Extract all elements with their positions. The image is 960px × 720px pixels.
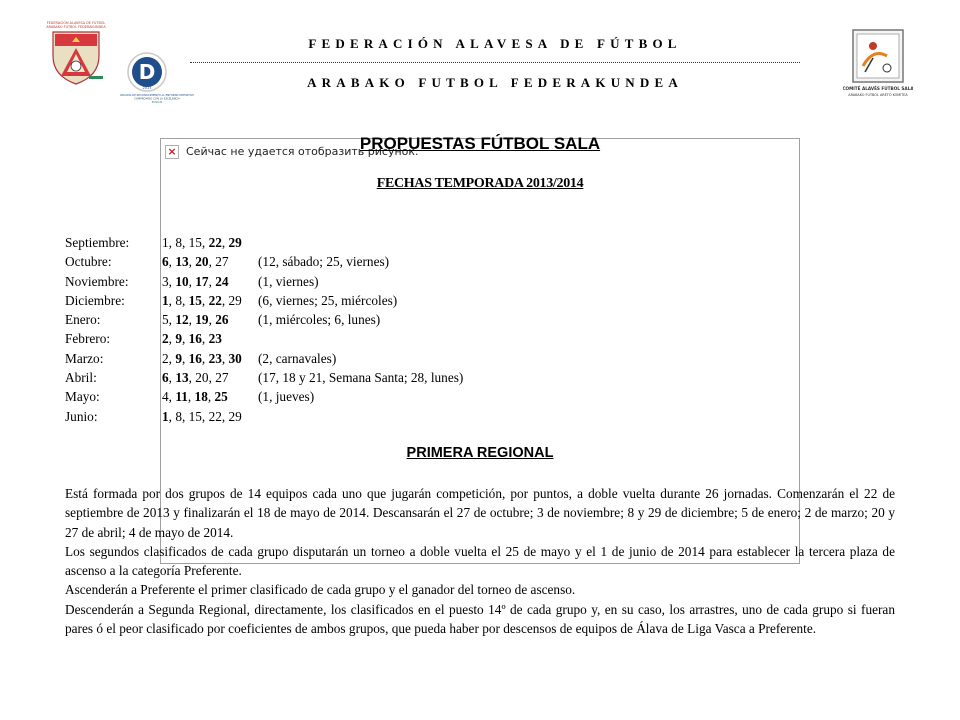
svg-text:DIPLOMA DE RECONOCIMIENTO AL E: DIPLOMA DE RECONOCIMIENTO AL ENTORNO DEPORTIVO [120, 94, 194, 97]
calendar-date: 9 [175, 350, 182, 366]
federation-logo-caption: FEDERACIÓN ALAVESA DE FÚTBOL [46, 21, 106, 25]
calendar-row [65, 310, 463, 329]
calendar-date: 1 [162, 292, 169, 308]
calendar-dates: 6, 13, 20, 27 [162, 370, 229, 386]
calendar-date: 13 [175, 254, 189, 270]
svg-text:EUSKADI: EUSKADI [151, 101, 163, 104]
federation-logo [45, 18, 107, 88]
futsal-committee-logo [843, 28, 913, 100]
calendar-date: 8 [175, 292, 182, 308]
primera-regional-text [65, 484, 895, 638]
header-title-es: FEDERACIÓN ALAVESA DE FÚTBOL [308, 36, 682, 51]
season-title: FECHAS TEMPORADA 2013/2014 [376, 176, 584, 191]
calendar-date: 16 [188, 350, 202, 366]
calendar-row [65, 272, 463, 291]
section-title-primera-regional: PRIMERA REGIONAL [406, 445, 554, 461]
calendar-row [65, 291, 463, 310]
svg-text:2013: 2013 [142, 86, 152, 90]
calendar-note: (1, viernes) [258, 273, 319, 289]
svg-text:ARABAKO FUTBOL ARETO KOMITEA: ARABAKO FUTBOL ARETO KOMITEA [848, 93, 908, 97]
calendar-date: 16 [188, 331, 202, 347]
calendar-date: 22 [208, 408, 222, 424]
calendar-month: Septiembre: [65, 235, 130, 250]
svg-text:COMPROMISO CON LA EXCELENCIA: COMPROMISO CON LA EXCELENCIA [134, 97, 180, 101]
calendar-note: (17, 18 y 21, Semana Santa; 28, lunes) [258, 370, 464, 386]
calendar-date: 22 [208, 235, 222, 250]
calendar-date: 29 [228, 235, 242, 250]
calendar-date: 20 [195, 254, 209, 270]
excellence-d-logo [120, 50, 194, 104]
calendar-date: 10 [175, 273, 189, 289]
svg-text:COMITÉ ALAVÉS FÚTBOL SALA: COMITÉ ALAVÉS FÚTBOL SALA [843, 86, 913, 91]
calendar-date: 29 [228, 408, 242, 424]
calendar-date: 9 [175, 331, 182, 347]
broken-image-icon: × [165, 145, 179, 159]
calendar-row [65, 407, 463, 426]
calendar-note: (1, jueves) [258, 389, 315, 405]
calendar-date: 5 [162, 312, 169, 328]
season-calendar [65, 233, 463, 426]
calendar-date: 15 [188, 235, 202, 250]
calendar-month: Mayo: [65, 389, 100, 405]
calendar-date: 2 [162, 350, 169, 366]
calendar-dates: 5, 12, 19, 26 [162, 312, 229, 328]
calendar-row [65, 349, 463, 368]
calendar-row [65, 329, 463, 348]
calendar-dates: 2, 9, 16, 23, 30 [162, 350, 242, 366]
paragraph: Ascenderán a Preferente el primer clasificado de cada grupo y el ganador del torneo de ascenso. [65, 582, 576, 598]
calendar-dates: 1, 8, 15, 22, 29 [162, 408, 242, 424]
calendar-dates: 2, 9, 16, 23 [162, 331, 222, 347]
svg-text:ARABAKO FUTBOL FEDERAKUNDEA: ARABAKO FUTBOL FEDERAKUNDEA [46, 25, 106, 29]
calendar-row [65, 387, 463, 406]
calendar-dates: 1, 8, 15, 22, 29 [162, 292, 242, 308]
calendar-date: 26 [215, 312, 229, 328]
calendar-date: 2 [162, 331, 169, 347]
calendar-date: 3 [162, 273, 169, 289]
calendar-date: 20 [195, 370, 209, 386]
calendar-date: 17 [195, 273, 209, 289]
broken-image-message: Сейчас не удается отобразить рисунок. [186, 145, 419, 158]
calendar-note: (6, viernes; 25, miércoles) [258, 292, 398, 308]
calendar-date: 30 [228, 350, 242, 366]
paragraph: Descenderán a Segunda Regional, directamente, los clasificados en el puesto 14º de cada grupo y, en su caso, los arrastres, uno de cada grupo si fueran pares ó el peor clasificado por coeficientes de ambos grupos, que pueda haber por descensos de equipos de Álava de Liga Vasca a Preferente. [65, 601, 895, 637]
calendar-month: Enero: [65, 312, 101, 328]
calendar-date: 6 [162, 254, 169, 270]
calendar-date: 19 [195, 312, 209, 328]
calendar-date: 11 [175, 389, 188, 405]
calendar-note: (12, sábado; 25, viernes) [258, 254, 390, 270]
calendar-month: Junio: [65, 408, 98, 424]
calendar-row [65, 368, 463, 387]
calendar-dates: 4, 11, 18, 25 [162, 389, 228, 405]
calendar-date: 23 [208, 331, 222, 347]
calendar-date: 12 [175, 312, 189, 328]
calendar-dates: 1, 8, 15, 22, 29 [162, 235, 242, 250]
calendar-note: (2, carnavales) [258, 350, 337, 366]
calendar-month: Abril: [65, 370, 97, 386]
calendar-row [65, 252, 463, 271]
calendar-date: 29 [228, 292, 242, 308]
calendar-month: Febrero: [65, 331, 111, 347]
calendar-date: 27 [215, 254, 229, 270]
page-title: PROPUESTAS FÚTBOL SALA [359, 134, 601, 153]
calendar-date: 23 [208, 350, 222, 366]
calendar-date: 27 [215, 370, 229, 386]
calendar-row [65, 233, 463, 252]
calendar-dates: 3, 10, 17, 24 [162, 273, 229, 289]
calendar-month: Octubre: [65, 254, 112, 270]
calendar-month: Marzo: [65, 350, 104, 366]
calendar-date: 22 [208, 292, 222, 308]
header-divider [190, 62, 800, 63]
calendar-date: 25 [214, 389, 228, 405]
calendar-date: 1 [162, 408, 169, 424]
header-title-eu: ARABAKO FUTBOL FEDERAKUNDEA [307, 75, 683, 90]
calendar-date: 4 [162, 389, 169, 405]
calendar-month: Diciembre: [65, 292, 125, 308]
calendar-note: (1, miércoles; 6, lunes) [258, 312, 381, 328]
calendar-date: 15 [188, 408, 202, 424]
paragraph: Está formada por dos grupos de 14 equipos cada uno que jugarán competición, por puntos, a doble vuelta durante 26 jornadas. Comenzarán el 22 de septiembre de 2013 y finalizarán el 18 de mayo de 2014. Descansarán el 27 de octubre; 3 de noviembre; 8 y 29 de diciembre; 5 de enero; 2 de marzo; 20 y 27 de abril; 4 de mayo de 2014. [65, 486, 895, 540]
calendar-date: 8 [175, 408, 182, 424]
calendar-date: 18 [194, 389, 208, 405]
calendar-date: 13 [175, 370, 189, 386]
svg-text:D: D [138, 60, 156, 84]
calendar-date: 8 [175, 235, 182, 250]
calendar-month: Noviembre: [65, 273, 129, 289]
calendar-date: 6 [162, 370, 169, 386]
calendar-date: 15 [188, 292, 202, 308]
calendar-date: 24 [215, 273, 229, 289]
calendar-dates: 6, 13, 20, 27 [162, 254, 229, 270]
calendar-date: 1 [162, 235, 169, 250]
paragraph: Los segundos clasificados de cada grupo disputarán un torneo a doble vuelta el 25 de mayo y el 1 de junio de 2014 para establecer la tercera plaza de ascenso a la categoría Preferente. [65, 543, 895, 579]
